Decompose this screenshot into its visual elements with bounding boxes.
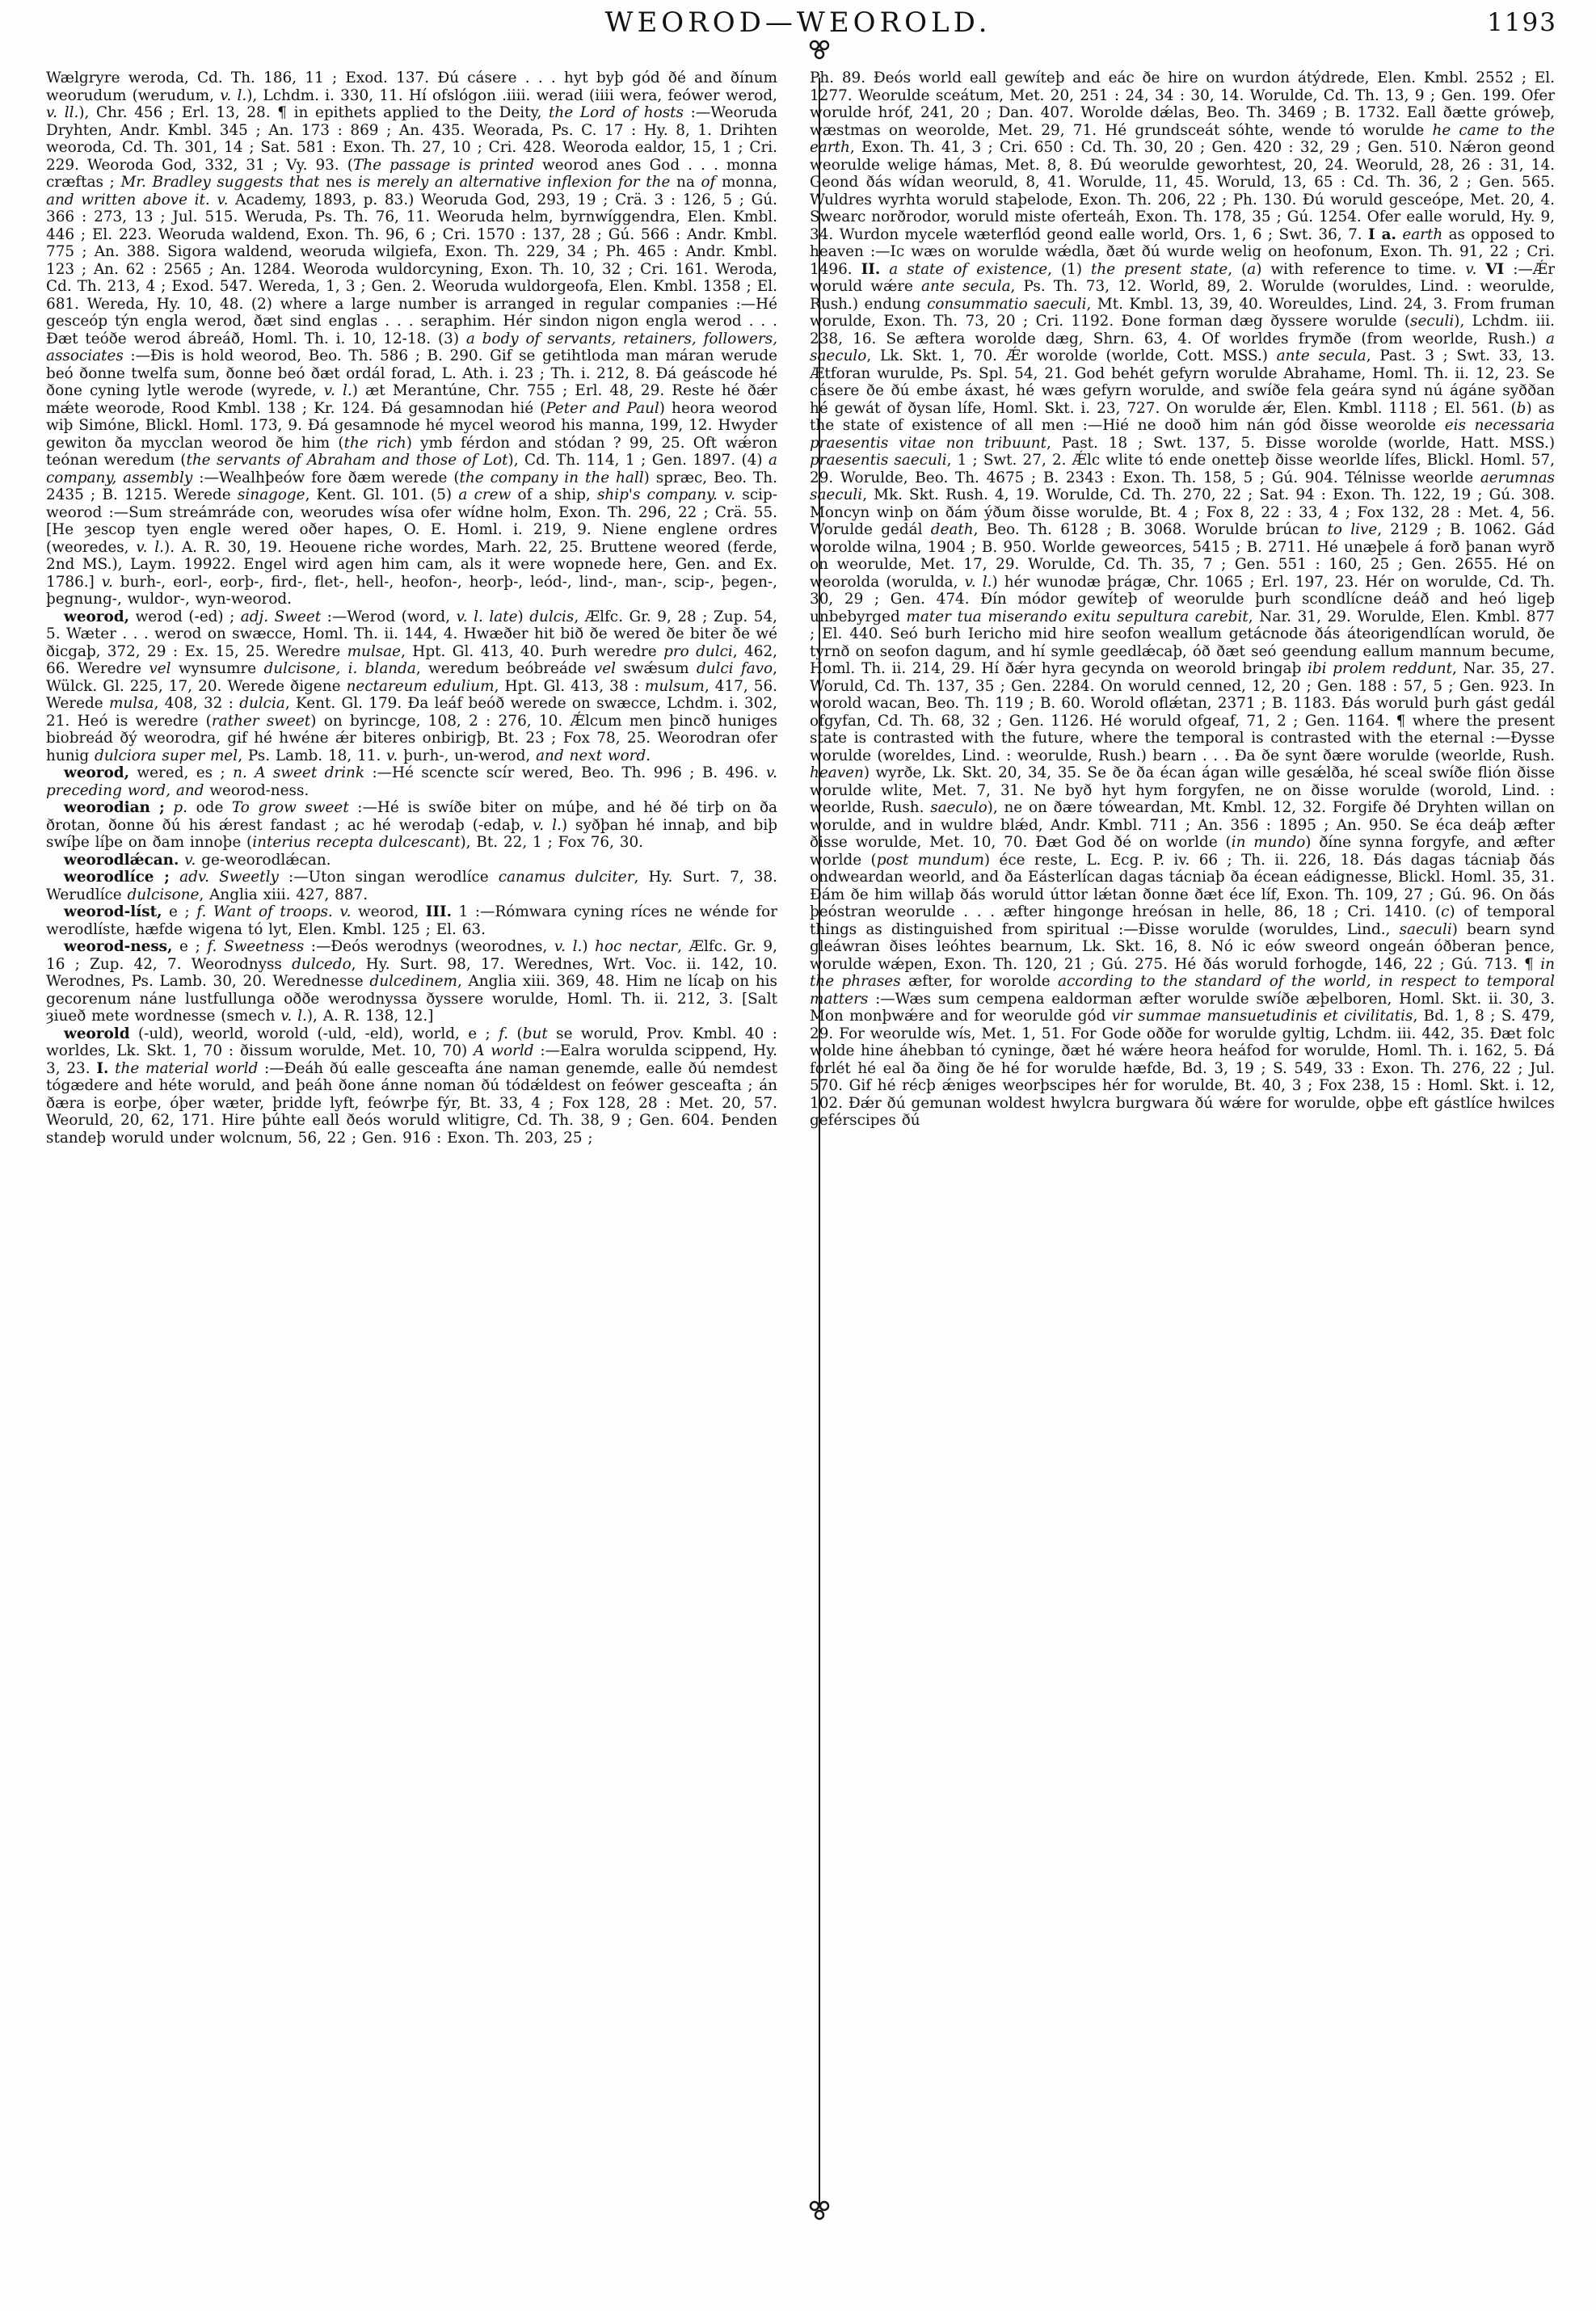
text-run: ), Bt. 22, 1 ; Fox 76, 30. — [460, 834, 644, 851]
text-run: æfter, for worolde — [900, 973, 1059, 990]
text-run: v. l. — [280, 1008, 307, 1025]
text-run: , Ps. Th. 73, 12. World, 89, 2. Worulde (woruldes, Lind. : weorulde, Rush.) endung — [810, 278, 1555, 313]
text-run: as opposed to heaven :—Ic wæs on worulde wǽdla, ðæt ðú wurde welig on heofonum, Exon. Th. 91, 22 ; Cri. 1496. — [810, 225, 1555, 278]
text-run: ) ðíne synna forgyfe, and æfter worlde ( — [810, 834, 1555, 869]
text-run: e ; — [162, 903, 197, 920]
text-run: , 2129 ; B. 1062. Gád worolde wilna, 1904 ; B. 950. Worlde geweorces, 5415 ; B. 2711. Hé unæþele á forð þanan wyrð on weorulde, Met. 17, 29. Worulde, Cd. Th. 35, 7 ; Gen. 551 : 160, 25 ; Gen. 2655. Hé on weorolda (worulda, — [810, 521, 1555, 591]
text-run: and next word. — [536, 747, 651, 764]
text-run: vel — [593, 660, 617, 677]
text-run: according to the standard of the world, in respect to temporal matters — [810, 973, 1555, 1008]
text-run: death — [930, 521, 974, 538]
text-run: nes — [319, 174, 359, 191]
text-run: , Beo. Th. 6128 ; B. 3068. Worulde brúcan — [973, 521, 1328, 538]
text-run: c — [1441, 903, 1450, 920]
text-run: ) ymb férdon and stódan ? 99, 25. Oft wǽron teónan weredum ( — [46, 434, 777, 469]
text-run: hoc nectar — [595, 938, 678, 955]
text-run: in the phrases — [810, 955, 1555, 990]
text-run: ante secula — [1276, 347, 1366, 364]
text-run: ) syðþan hé innaþ, and biþ swíþe líþe on ðam innoþe ( — [46, 816, 777, 851]
text-run: , Hpt. Gl. 413, 38 : — [494, 677, 645, 695]
text-run: na — [670, 174, 701, 191]
text-run: , 417, 56. Werede — [46, 677, 778, 712]
text-run: v. l. — [136, 538, 165, 556]
text-run: , Ælfc. Gr. 9, 16 ; Zup. 42, 7. Weorodnyss — [46, 938, 777, 973]
entry-paragraph — [46, 764, 777, 799]
text-run: v. — [386, 747, 398, 764]
text-run: swǽsum — [616, 660, 697, 677]
text-run: 1 :—Rómwara cyning ríces ne wénde for werodlíste, hæfde wigena tó lyt, Elen. Kmbl. 125 ; El. 63. — [46, 903, 777, 938]
text-run: v. — [1465, 260, 1477, 278]
text-run: III. — [425, 903, 452, 920]
text-run: ), ne on ðære tóweardan, Mt. Kmbl. 12, 32. Forgife ðé Dryhten willan on worulde, and in wuldre blǽd, Andr. Kmbl. 711 ; An. 356 : 1895 ; An. 950. Se éca deáþ æfter ðisse worulde, Met. 10, 70. Ðæt God ðé on worlde ( — [810, 799, 1555, 851]
text-run: vir summae mansuetudinis et civilitatis — [1111, 1008, 1413, 1025]
text-run: mulsae — [347, 642, 402, 660]
text-run: v. — [101, 573, 113, 591]
text-run: a saeculo — [810, 330, 1555, 364]
text-run: v. l. — [220, 86, 247, 104]
text-run — [170, 869, 179, 886]
text-run: ) of temporal things as distinguished from spiritual :—Ðisse worulde (woruldes, Lind., — [810, 903, 1555, 938]
text-run: the rich — [343, 434, 406, 452]
text-run: , 462, 66. Weredre — [46, 642, 777, 677]
text-run: ) éce reste, L. Ecg. P. iv. 66 ; Th. ii. 226, 18. Ðás dagas tácniaþ ðás ondweardan weorld, and ða Eásterlícan dagas tácniaþ ða écean eádignesse, Blickl. Homl. 35, 31. Ðám ðe him willaþ ðás woruld úttor lǽtan ðonne ðæt éce líf, Exon. Th. 109, 27 ; Gú. 96. On ðás þeóstran weorulde . . . æfter hingonge hreósan in helle, 86, 18 ; Cri. 1410. ( — [810, 851, 1556, 920]
text-run: pro dulci — [663, 642, 733, 660]
text-run: :—Hé scencte scír wered, Beo. Th. 996 ; B. 496. — [364, 764, 766, 781]
right-column — [810, 69, 1555, 1130]
left-column — [46, 69, 777, 1147]
text-run: v. l. — [533, 816, 562, 834]
text-run: ), Cd. Th. 114, 1 ; Gen. 1897. (4) — [507, 452, 769, 469]
text-run: nectareum edulium — [346, 677, 495, 695]
text-run: v. l. — [323, 382, 352, 399]
text-run — [1476, 261, 1485, 278]
text-run: seculi — [1410, 313, 1455, 330]
text-run: , Hy. Surt. 98, 17. Werednes, Wrt. Voc. ii. 142, 10. Werodnes, Ps. Lamb. 30, 20. Werednesse — [46, 955, 778, 990]
text-run: ante secula — [921, 278, 1011, 295]
text-run: :—Ðis is hold weorod, Beo. Th. 586 ; B. 290. Gif se getihtloda man máran werude beó ðonne twelfa sum, ðonne beó ðæt ordál forad, L. Ath. i. 23 ; Th. i. 212, 8. Ðá geáscode hé ðone cyning lytle werode (wyrede, — [46, 347, 777, 399]
text-run: Wælgryre weroda, Cd. Th. 186, 11 ; Exod. 137. Ðú cásere . . . hyt byþ gód ðé and ðínum weorudum (werudum, — [46, 69, 777, 104]
text-run: ) — [517, 608, 530, 625]
text-run: To grow sweet — [231, 799, 349, 816]
text-run: :—Werod (word, — [321, 608, 457, 625]
text-run: :—Uton singan werodlíce — [278, 869, 499, 886]
text-run: , Hy. Surt. 7, 38. Werudlíce — [46, 869, 778, 903]
text-run: :—Weoruda Dryhten, Andr. Kmbl. 345 ; An. 173 : 869 ; An. 435. Weorada, Ps. C. 17 : Hy. 8, 1. Drihten weoroda, Cd. Th. 301, 14 ; Sat. 581 : Exon. Th. 27, 10 ; Cri. 428. Weoroda ealdor, 15, 1 ; Cri. 229. Weoroda God, 332, 31 ; Vy. 93. ( — [46, 104, 777, 174]
text-run: mulsa — [108, 695, 154, 712]
text-run: v. preceding word, and — [46, 764, 778, 799]
text-run: A world — [474, 1042, 534, 1059]
text-run: is merely an alternative inflexion for the — [358, 174, 671, 191]
text-run: dulcis — [529, 608, 575, 625]
text-run: :—Wæs sum cempena ealdorman æfter worulde swíðe æþelboren, Homl. Skt. ii. 30, 3. Mon monþwǽre and for weorulde gód — [810, 990, 1555, 1025]
text-run: , 1 ; Swt. 27, 2. Ǽlc wlite tó ende onetteþ ðisse weorlde lífes, Blickl. Homl. 57, 29. Worulde, Beo. Th. 4675 ; B. 2343 : Exon. Th. 158, 5 ; Gú. 904. Télnisse weorlde — [810, 452, 1555, 486]
text-run: monna, — [715, 174, 777, 191]
text-run: eis necessaria praesentis vitae non tribuunt — [810, 417, 1556, 452]
text-run: , Ælfc. Gr. 9, 28 ; Zup. 54, 5. Wæter . . . werod on swæcce, Homl. Th. ii. 144, 4. Hwæðer hit bið ðe wered ðe biter ðe wé ðicgaþ, 372, 29 : Ex. 15, 25. Weredre — [46, 608, 778, 660]
text-run: wered, es ; — [129, 764, 234, 781]
text-run: , Nar. 35, 27. Woruld, Cd. Th. 137, 35 ; Gen. 2284. On woruld cenned, 12, 20 ; Gen. 188 : 57, 5 ; Gen. 923. In worold wacan, Beo. Th. 119 ; B. 60. Worold oflǽtan, 2371 ; B. 1183. Ðás woruld þurh gást gedál ofgyfan, Cd. Th. 68, 32 ; Gen. 1126. Hé woruld ofgeaf, 71, 2 ; Gen. 1164. ¶ where the present state is contrasted with the future, where the temporal is contrasted with the eternal :—Ðysse worulde (woreldes, Lind. : weorulde, Rush.) bearn . . . Ða ðe synt ðære worulde (weorlde, Rush. — [810, 660, 1555, 764]
text-run: a crew — [458, 486, 512, 503]
text-run: to live — [1327, 521, 1378, 538]
text-run: II. — [861, 260, 881, 278]
text-run: a company, assembly — [46, 452, 777, 486]
text-run — [880, 261, 889, 278]
text-run: dulcedinem — [369, 973, 457, 990]
text-run: p. — [173, 799, 188, 816]
entry-paragraph — [46, 852, 777, 869]
text-run: a body of servants, retainers, followers, associates — [46, 330, 777, 364]
entry-paragraph — [46, 938, 777, 1025]
text-run: b — [1516, 399, 1527, 417]
text-run: , Kent. Gl. 179. Ða leáf beóð werede on swæcce, Lchdm. i. 302, 21. Heó is weredre ( — [46, 695, 777, 730]
text-run: v. ll. — [46, 104, 79, 121]
text-run: ibi prolem reddunt — [1307, 660, 1452, 677]
text-run: , Past. 18 ; Swt. 137, 5. Ðisse worolde (worlde, Hatt. MSS.) — [1046, 434, 1555, 452]
text-run: saeculi — [1399, 920, 1452, 938]
text-run: ) æt Merantúne, Chr. 755 ; Erl. 48, 29. Reste hé ðǽr mǽte weorode, Rood Kmbl. 138 ; Kr. 124. Ðá gesamnodan hié ( — [46, 382, 777, 417]
text-run: , Hpt. Gl. 413, 40. Þurh weredre — [401, 642, 664, 660]
text-run: :—Ǽr woruld wǽre — [810, 260, 1555, 295]
text-run: post mundum — [876, 851, 984, 869]
entry-paragraph — [46, 1025, 777, 1147]
text-run: ). A. R. 30, 19. Heouene riche wordes, Marh. 22, 25. Bruttene weored (ferde, 2nd MS.), Laym. 19922. Engel wird agen him cam, als it were wopnede here, Gen. and Ex. 1786.] — [46, 538, 777, 591]
text-run: ) wyrðe, Lk. Skt. 20, 34, 35. Se ðe ða écan ágan wille gesǽlða, hé sceal swíðe flión ðisse worulde wlite, Met. 7, 31. Ne byð hyt hym forgyfen, ne on ðisse worulde (worold, Lind. : weorlde, Rush. — [810, 764, 1555, 816]
text-run: :—Ealra worulda scippend, Hy. 3, 23. — [46, 1042, 778, 1077]
text-run: v. — [184, 851, 196, 869]
text-run: , Nar. 31, 29. Worulde, Elen. Kmbl. 877 ; El. 440. Seó burh Iericho mid hire seofon weallum getácnode ðás áteorigendlícan woruld, ðe tyrnð on seofon dagum, and hí symle geedlǽcaþ, óð ðæt seó geendung eallum mannum becume, Homl. Th. ii. 214, 29. Hí ðǽr hyra gecynda on weorold bringaþ — [810, 608, 1556, 677]
text-run: wynsumre — [171, 660, 264, 677]
text-run: ode — [187, 799, 232, 816]
text-run: , Mk. Skt. Rush. 4, 19. Worulde, Cd. Th. 270, 22 ; Sat. 94 : Exon. Th. 122, 19 ; Gú. 308. Moncyn winþ on ðám ýðum ðisse worulde, Bt. 4 ; Fox 8, 22 : 33, 4 ; Fox 132, 28 : Met. 4, 56. Worulde gedál — [810, 486, 1555, 538]
text-run: þurh-, un-werod, — [398, 747, 537, 764]
text-run: v. l. — [554, 938, 583, 955]
text-run: the Lord of hosts — [548, 104, 684, 121]
text-run: heaven — [810, 764, 864, 781]
text-run: ) spræc, Beo. Th. 2435 ; B. 1215. Werede — [46, 469, 777, 503]
text-run: Academy, 1893, p. 83.) Weoruda God, 293, 19 ; Crä. 3 : 126, 5 ; Gú. 366 : 273, 13 ; Jul. 515. Weruda, Ps. Th. 76, 11. Weoruda helm, byrnwíggendra, Elen. Kmbl. 446 ; El. 223. Weoruda waldend, Exon. Th. 96, 6 ; Cri. 1570 : 137, 28 ; Gú. 566 : Andr. Kmbl. 775 ; An. 388. Sigora waldend, weoruda wilgiefa, Exon. Th. 229, 34 ; Ph. 465 : Andr. Kmbl. 123 ; An. 62 : 2565 ; An. 1284. Weoroda wuldorcyning, Exon. Th. 10, 32 ; Cri. 161. Weroda, Cd. Th. 213, 4 ; Exod. 547. Wereda, 1, 3 ; Gen. 2. Weoruda wuldorgeofa, Elen. Kmbl. 1358 ; El. 681. Wereda, Hy. 10, 48. (2) where a large number is arranged in regular companies :—Hé gesceóp týn engla werod, ðæt sind englas . . . seraphim. Hér sindon nigon engla werod . . . Ðæt teóðe werod ábreáð, Homl. Th. i. 10, 12-18. (3) — [46, 191, 778, 347]
text-run: werod (-ed) ; — [129, 608, 241, 625]
text-run: , Past. 3 ; Swt. 33, 13. Ætforan wurulde, Ps. Spl. 54, 21. God behét gefyrn worulde Abrahame, Homl. Th. ii. 12, 23. Se cásere ðe ðú embe áxast, hé wæs gefyrn worulde, and swíðe fela geára synd nú ágáne syððan hé gewát of ðysan lífe, Homl. Skt. i. 23, 727. On worulde ǽr, Elen. Kmbl. 1118 ; El. 561. ( — [810, 347, 1556, 417]
text-run: :—Wealhþeów fore ðæm werede ( — [192, 469, 460, 486]
text-run: VI — [1485, 260, 1505, 278]
text-run: I a. — [1368, 225, 1396, 243]
text-run: , 408, 32 : — [154, 695, 240, 712]
text-run: adv. Sweetly — [179, 869, 279, 886]
text-run: , (1) — [1047, 260, 1091, 278]
text-run: and written above it. v. — [46, 191, 229, 208]
text-run: v. l. — [964, 573, 992, 591]
text-run: ge-weorodlǽcan. — [196, 851, 331, 869]
text-run: , Wülck. Gl. 225, 17, 20. Werede ðigene — [46, 660, 777, 695]
text-run: burh-, eorl-, eorþ-, fird-, flet-, hell-, heofon-, heorþ-, leód-, lind-, man-, scip-, þegen-, þegnung-, wuldor-, wyn-weorod. — [46, 573, 777, 608]
text-run: the servants of Abraham and those of Lot — [186, 452, 508, 469]
text-run: f. Sweetness — [207, 938, 305, 955]
text-run: n. A sweet drink — [233, 764, 365, 781]
text-run: dulciora super mel — [95, 747, 238, 764]
text-run: weorod-ness. — [204, 781, 310, 799]
text-run: dulcia — [239, 695, 285, 712]
text-run: interius recepta dulcescant — [252, 834, 461, 851]
text-run: the company in the hall — [459, 469, 644, 486]
text-run: ) heora weorod wiþ Simóne, Blickl. Homl. 173, 9. Ðá gesamnode hé mycel weorod his manna, 199, 12. Hwyder gewiton ða mycclan weorod ðe him ( — [46, 399, 777, 452]
entry-paragraph — [46, 903, 777, 938]
text-run: se woruld, Prov. Kmbl. 40 : worldes, Lk. Skt. 1, 70 : ðissum worulde, Met. 10, 70) — [46, 1025, 777, 1059]
text-run: e ; — [172, 938, 208, 955]
text-run: dulcedo — [292, 955, 352, 973]
text-run: , Anglia xiii. 369, 48. Him ne lícaþ on his gecorenum náne lustfullunga oððe werodnyssa ðyssere worulde, Homl. Th. ii. 212, 3. [Salt ȝiueð mete wordnesse (smech — [46, 973, 777, 1025]
text-run: , Exon. Th. 41, 3 ; Cri. 650 : Cd. Th. 30, 20 ; Gen. 420 : 32, 29 ; Gen. 510. Nǽron geond weorulde welige hámas, Met. 8, 8. Ðú weorulde geworhtest, 20, 24. Weoruld, 28, 26 : 31, 14. Geond ðás wídan weoruld, 8, 41. Worulde, 11, 45. Woruld, 13, 65 : Cd. Th. 36, 2 ; Gen. 565. Wuldres wyrhta woruld staþelode, Exon. Th. 206, 22 ; Ph. 130. Ðú woruld gesceópe, Met. 20, 4. Swearc norðrodor, woruld miste oferteáh, Exon. Th. 178, 35 ; Gú. 1254. Ofer ealle woruld, Hy. 9, 34. Wurdon mycele wæterflód geond ealle world, Ors. 1, 6 ; Swt. 36, 7. — [810, 139, 1555, 243]
text-run: mulsum — [644, 677, 705, 695]
text-run: ) — [582, 938, 596, 955]
text-run: ) with reference to time. — [1256, 260, 1466, 278]
text-run: in mundo — [1231, 834, 1306, 851]
text-run: weorodlíce ; — [64, 869, 170, 886]
text-run: :—Ðeós werodnys (weorodnes, — [304, 938, 554, 955]
text-run: he came to the earth — [810, 121, 1556, 156]
text-run: , Bd. 1, 8 ; S. 479, 29. For weorulde wís, Met. 1, 51. For Gode oððe for worulde gyltig, Lchdm. iii. 442, 35. Ðæt folc wolde hine áhebban tó cyninge, ðæt hé wǽre heora heáfod for worulde, Homl. Th. i. 162, 5. Ðá forlét hé eal ða ðing ðe hé for worulde hæfde, Bd. 3, 19 ; S. 549, 33 : Exon. Th. 276, 22 ; Jul. 570. Gif hé récþ ǽniges weorþscipes hér for worulde, Bt. 40, 3 ; Fox 238, 15 : Homl. Skt. i. 12, 102. Ðǽr ðú gemunan woldest hwylcra burgwara ðú wǽre for worulde, oþþe eft gástlíce hwilces geférscipes ðú — [810, 1008, 1555, 1129]
text-run: v. — [339, 903, 352, 920]
text-run: ) as the state of existence of all men :—Hié ne dooð him nán gód ðisse weorolde — [810, 399, 1555, 434]
text-run: weorod anes God . . . monna cræftas ; — [46, 156, 778, 191]
text-run: :—Ðeáh ðú ealle gesceafta áne naman genemde, ealle ðú nemdest tógædere and héte woruld, and þeáh ðone ánne noman ðú tódǽldest on feówer gesceafta ; án ðæra is eorþe, óþer wæter, þridde lyft, feówrþe fýr, Bt. 33, 4 ; Fox 128, 28 : Met. 20, 57. Weoruld, 20, 62, 171. Hire þúhte eall ðeós woruld wlitigre, Cd. Th. 38, 9 ; Gen. 604. Þenden standeþ woruld under wolcnum, 56, 22 ; Gen. 916 : Exon. Th. 203, 25 ; — [46, 1059, 777, 1147]
text-run: , weredum beóbreáde — [415, 660, 594, 677]
text-run: ), Chr. 456 ; Erl. 13, 28. ¶ in epithets applied to the Deity, — [78, 104, 549, 121]
text-run: , ( — [1228, 260, 1248, 278]
text-run: canamus dulciter — [498, 869, 634, 886]
text-run: scip-weorod :—Sum streámráde con, weorudes wísa ofer wídne holm, Exon. Th. 296, 22 ; Crä. 55. [He ȝescop tyen engle wered oðer hapes, O. E. Homl. i. 219, 9. Niene englene ordres (weoredes, — [46, 486, 778, 556]
text-run: (-uld), weorld, worold (-uld, -eld), world, e ; — [129, 1025, 499, 1042]
text-run: , Anglia xiii. 427, 887. — [199, 886, 368, 903]
text-run: Mr. Bradley suggests that — [120, 174, 320, 191]
text-run: weorod-líst, — [64, 903, 162, 920]
text-run: ) on byrincge, 108, 2 : 276, 10. Ǽlcum men þincð huniges biobreád ðý weorodra, gif hé hwéne ǽr biteres onbirigþ, Bt. 23 ; Fox 78, 25. Weorodran ofer hunig — [46, 712, 777, 764]
text-run: rather sweet — [211, 712, 311, 730]
text-run: of a ship, — [511, 486, 597, 503]
text-run: , Lk. Skt. 1, 70. Ǽr worolde (worlde, Cott. MSS.) — [866, 347, 1277, 364]
text-run: ) hér wunodæ þrágæ, Chr. 1065 ; Erl. 197, 23. Hér on worulde, Cd. Th. 30, 29 ; Gen. 474. Ðín módor gewíteþ of weorulde þurh scondlícne deáð and heó ligeþ unbebyrged — [810, 573, 1555, 625]
text-run: v. l. late — [456, 608, 518, 625]
text-run: weorodlǽcan. — [64, 851, 179, 869]
text-run: mater tua miserando exitu sepultura carebit — [906, 608, 1249, 625]
text-run: consummatio saeculi — [927, 295, 1087, 313]
text-run: the material world — [115, 1059, 259, 1077]
text-run — [108, 1060, 115, 1077]
entry-paragraph — [810, 69, 1555, 1130]
entry-paragraph — [46, 799, 777, 852]
text-run: adj. Sweet — [240, 608, 322, 625]
trefoil-ornament-top-icon — [806, 39, 832, 63]
text-run: weorod, — [64, 764, 130, 781]
entry-paragraph — [46, 869, 777, 903]
text-run: f. Want of troops. — [196, 903, 333, 920]
text-run: weorod-ness, — [64, 938, 173, 955]
text-run: sinagoge — [237, 486, 305, 503]
text-run: ), Lchdm. i. 330, 11. Hí ofslógon .iiii. werad (iiii wera, feówer werod, — [246, 86, 777, 104]
text-run: but — [522, 1025, 548, 1042]
text-run: weorodian ; — [64, 799, 165, 816]
text-run: vel — [149, 660, 171, 677]
entry-paragraph — [46, 608, 777, 765]
text-run: weorod, — [351, 903, 426, 920]
text-run: a — [1247, 260, 1257, 278]
text-run: ), Lchdm. iii. 238, 16. Se æftera worolde dæg, Shrn. 63, 4. Of worldes frymðe (from weorlde, Rush.) — [810, 313, 1555, 347]
text-run: earth — [1402, 225, 1443, 243]
page-title: WEOROD—WEOROLD. — [604, 6, 992, 39]
text-run: dulcisone, i. blanda — [263, 660, 416, 677]
page-number: 1193 — [1487, 8, 1557, 37]
text-run: :—Hé is swíðe biter on múþe, and hé ðé tirþ on ða ðrotan, ðonne ðú his ǽrest fandast ; ac hé werodaþ (-edaþ, — [46, 799, 777, 834]
text-run: a state of existence — [889, 260, 1048, 278]
text-run: Ph. 89. Ðeós world eall gewíteþ and eác ðe hire on wurdon átýdrede, Elen. Kmbl. 2552 ; El. 1277. Weorulde sceátum, Met. 20, 251 : 24, 34 : 30, 14. Worulde, Cd. Th. 13, 9 ; Gen. 199. Ofer worulde hróf, 241, 20 ; Dan. 407. Worolde dǽlas, Beo. Th. 3469 ; B. 1732. Eall ðætte gróweþ, wæstmas on weorolde, Met. 29, 71. Hé grundsceát sóhte, wende tó worulde — [810, 69, 1555, 139]
text-run: ( — [508, 1025, 523, 1042]
text-run: ), A. R. 138, 12.] — [306, 1008, 434, 1025]
text-run: , Mt. Kmbl. 13, 39, 40. Woreuldes, Lind. 24, 3. From fruman worulde, Exon. Th. 73, 20 ; Cri. 1192. Ðone forman dæg ðyssere worulde ( — [810, 295, 1556, 330]
text-run: of — [701, 174, 716, 191]
text-run: Peter and Paul — [545, 399, 659, 417]
text-run: I. — [96, 1059, 109, 1077]
text-run: ship's company. v. — [596, 486, 736, 503]
text-run: saeculo — [930, 799, 987, 816]
running-head — [0, 6, 1596, 55]
entry-paragraph — [46, 69, 777, 608]
text-run: weorold — [64, 1025, 130, 1042]
text-run: dulcisone — [127, 886, 200, 903]
text-run: , Ps. Lamb. 18, 11. — [238, 747, 387, 764]
text-run: aerumnas saeculi — [810, 469, 1555, 503]
text-run: ) bearn synd gleáwran ðises leóhtes bearnum, Lk. Skt. 16, 8. Nó ic eów sweord ongeán óðberan þence, worulde wǽpen, Exon. Th. 120, 21 ; Gú. 275. Hé ðás woruld forhogde, 146, 22 ; Gú. 713. ¶ — [810, 920, 1555, 973]
text-run: praesentis saeculi — [810, 452, 947, 469]
text-run: weorod, — [64, 608, 130, 625]
trefoil-ornament-bottom-icon — [806, 2199, 832, 2224]
text-run: the present state — [1091, 260, 1228, 278]
text-run: f. — [499, 1025, 509, 1042]
text-run — [165, 799, 174, 816]
text-run: dulci favo — [696, 660, 773, 677]
text-run: The passage is printed — [352, 156, 534, 174]
text-run: , Kent. Gl. 101. (5) — [305, 486, 459, 503]
